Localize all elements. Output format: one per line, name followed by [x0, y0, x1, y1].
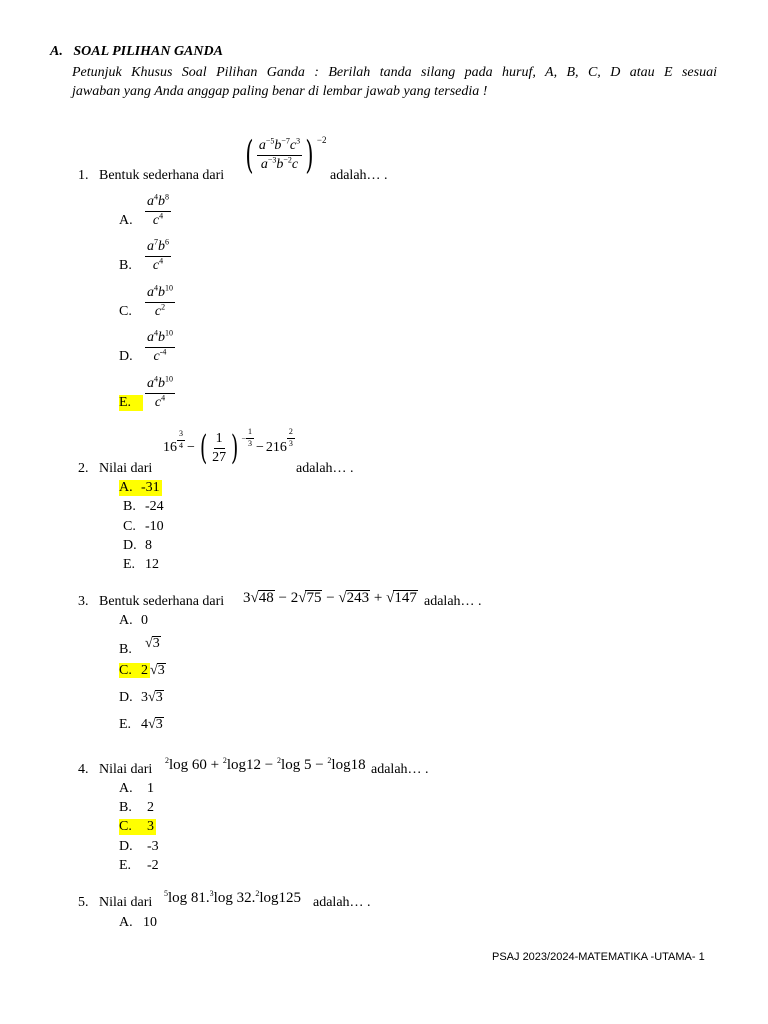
- option-1c[interactable]: [119, 281, 175, 323]
- option-fraction: $\frac{a^4b^8}{c^4}$: [147, 192, 169, 228]
- question-number: 1.: [78, 168, 89, 183]
- right-paren: ): [305, 133, 314, 177]
- option-4b[interactable]: B. 2: [119, 800, 154, 815]
- q3-suffix: adalah… .: [424, 594, 482, 609]
- section-letter: A.: [50, 44, 63, 59]
- exp-neg-1-3: − $\frac{1}{3}$: [241, 427, 252, 448]
- option-3b[interactable]: B. √3: [119, 636, 160, 657]
- option-4a[interactable]: A. 1: [119, 781, 154, 796]
- instructions-line-1: Petunjuk Khusus Soal Pilihan Ganda : Berilah tanda silang pada huruf, A, B, C, D atau E sesuai: [72, 65, 717, 80]
- option-1b[interactable]: [119, 235, 171, 277]
- option-fraction: $\frac{a^4b^{10}}{c^2}$: [147, 283, 173, 319]
- instructions-line-2: jawaban yang Anda anggap paling benar di lembar jawab yang tersedia !: [72, 84, 488, 99]
- section-heading: [50, 44, 223, 60]
- option-2d[interactable]: D. 8: [123, 538, 152, 553]
- option-2b[interactable]: B. -24: [123, 499, 164, 514]
- frac-1-27: $\frac{1}{27}$: [212, 431, 227, 465]
- question-4: [78, 762, 152, 778]
- option-fraction: $\frac{a^4b^{10}}{c^4}$: [147, 374, 173, 410]
- q1-outer-exponent: −2: [316, 135, 327, 145]
- question-text: Bentuk sederhana dari: [99, 168, 225, 183]
- option-letter: E.: [119, 395, 143, 411]
- question-text: Nilai dari: [99, 895, 153, 910]
- option-4c[interactable]: C. 3: [119, 819, 154, 834]
- question-number: 2.: [78, 461, 89, 476]
- option-letter: C.: [119, 304, 132, 319]
- option-4d[interactable]: D. -3: [119, 839, 159, 854]
- page-footer: PSAJ 2023/2024-MATEMATIKA -UTAMA- 1: [492, 951, 705, 963]
- term-16: 16: [163, 440, 177, 455]
- option-letter: B.: [119, 258, 132, 273]
- left-paren: (: [245, 133, 254, 177]
- option-1d[interactable]: [119, 326, 175, 368]
- question-1: [78, 168, 224, 184]
- question-2: [78, 461, 152, 477]
- q5-suffix: adalah… .: [313, 895, 371, 910]
- option-letter: A.: [119, 213, 133, 228]
- option-3d[interactable]: D. 3√3: [119, 690, 163, 705]
- q1-fraction: [257, 138, 302, 172]
- q4-expression: $^2$log 60 + $^2$log12 − $^2$log 5 − $^2$log18: [165, 756, 366, 773]
- option-3a[interactable]: A. 0: [119, 613, 148, 628]
- exp-2-3: $\frac{2}{3}$: [288, 427, 293, 448]
- q1-expression: [242, 133, 326, 177]
- option-2a[interactable]: A. -31: [119, 480, 160, 495]
- q4-suffix: adalah… .: [371, 762, 429, 777]
- question-number: 4.: [78, 762, 89, 777]
- option-letter: D.: [119, 349, 133, 364]
- option-fraction: $\frac{a^4b^{10}}{c^{-4}}$: [147, 328, 173, 364]
- question-number: 3.: [78, 594, 89, 609]
- option-3e[interactable]: E. 4√3: [119, 717, 163, 732]
- option-1e[interactable]: [119, 372, 175, 414]
- q3-expression: 3√48 − 2√75 − √243 + √147: [243, 590, 417, 606]
- q5-expression: $^5$log 81.$^3$log 32.$^2$log125: [164, 889, 302, 906]
- option-1a[interactable]: [119, 190, 171, 232]
- q1-numerator: $a^{-5}b^{-7}c^3$: [257, 138, 302, 155]
- exp-3-4: $\frac{3}{4}$: [179, 429, 183, 450]
- option-3c[interactable]: C. 2 √3: [119, 663, 165, 678]
- q2-expression: 16 $\frac{3}{4}$ − ( $\frac{1}{27}$ ) − $\frac{1}{3}$ − 216 $\frac{2}{3}$: [163, 427, 293, 468]
- question-text: Nilai dari: [99, 461, 153, 476]
- option-letter-highlight: C. 2: [119, 663, 148, 678]
- section-title: SOAL PILIHAN GANDA: [73, 44, 223, 59]
- option-2e[interactable]: E. 12: [123, 557, 159, 572]
- option-5a[interactable]: A. 10: [119, 915, 157, 930]
- question-3: [78, 594, 224, 610]
- q1-denominator: $a^{-3}b^{-2}c$: [260, 154, 299, 172]
- q2-suffix: adalah… .: [296, 461, 354, 476]
- q1-suffix: adalah… .: [330, 168, 388, 183]
- option-4e[interactable]: E. -2: [119, 858, 159, 873]
- option-fraction: $\frac{a^7b^6}{c^4}$: [147, 237, 169, 273]
- question-text: Bentuk sederhana dari: [99, 594, 225, 609]
- question-5: [78, 895, 152, 911]
- question-text: Nilai dari: [99, 762, 153, 777]
- option-2c[interactable]: C. -10: [123, 519, 164, 534]
- question-number: 5.: [78, 895, 89, 910]
